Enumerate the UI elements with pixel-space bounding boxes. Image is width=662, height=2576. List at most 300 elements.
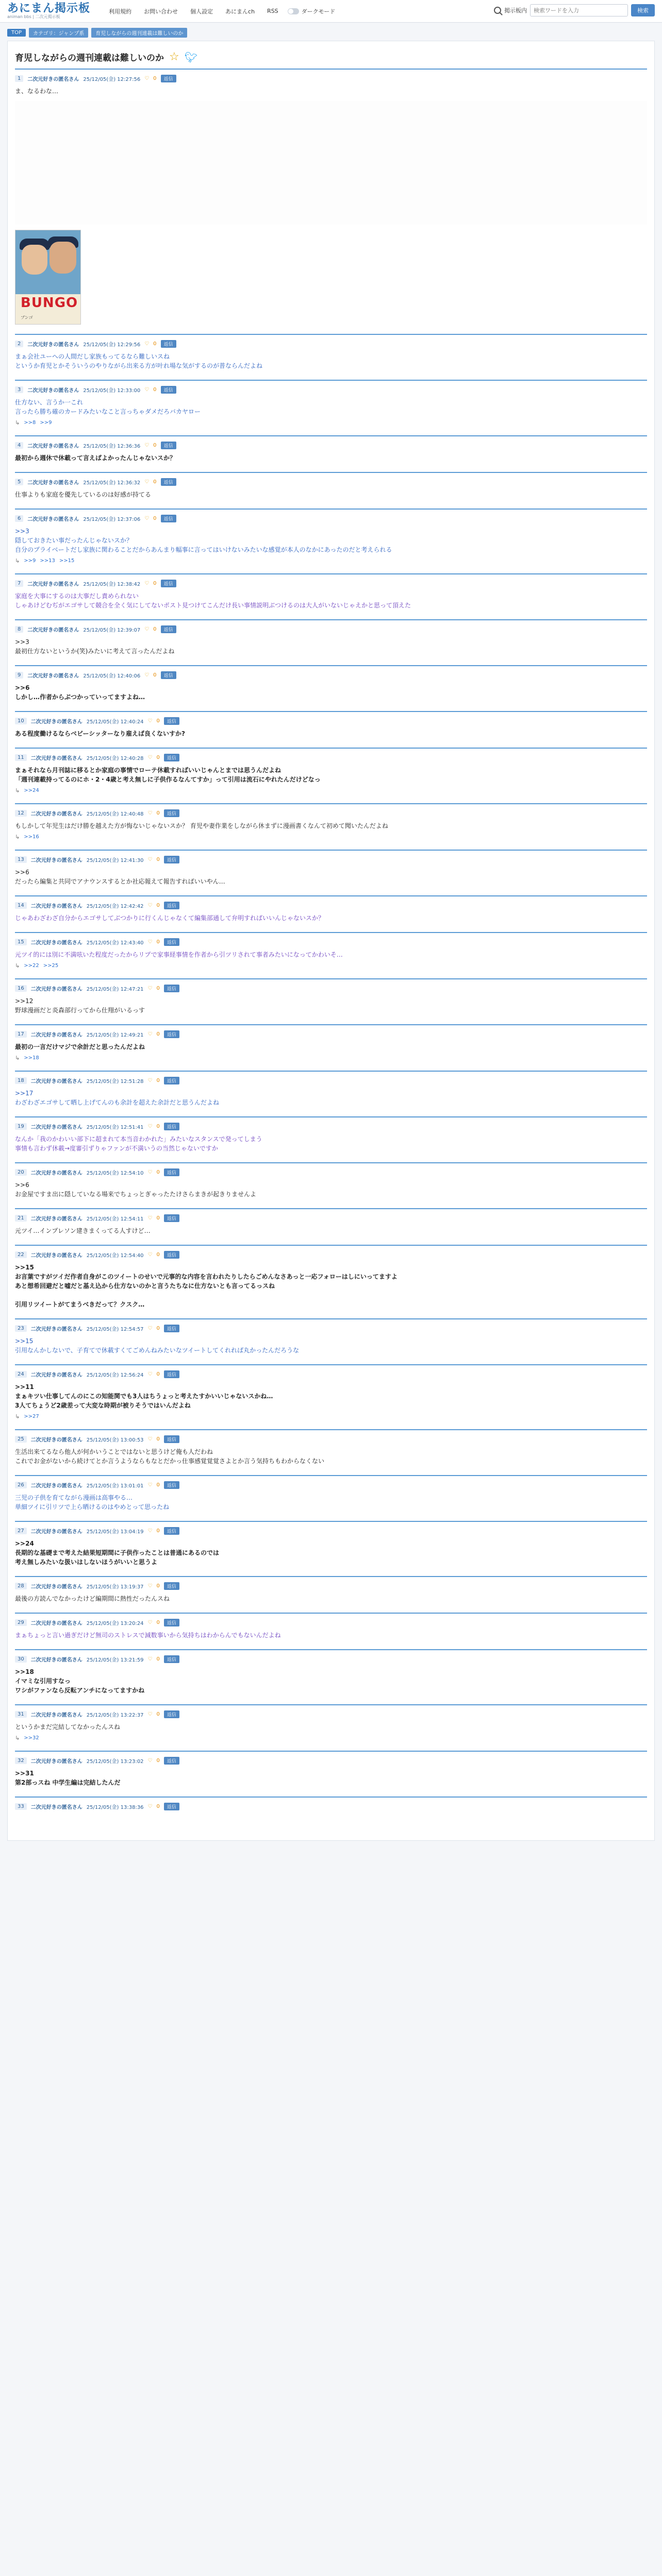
toggle-switch[interactable] xyxy=(288,8,299,14)
post-number[interactable]: 4 xyxy=(15,442,23,449)
post-header xyxy=(15,1582,647,1590)
post-header xyxy=(15,1030,647,1038)
post xyxy=(15,1576,647,1613)
post-body: >>12 野球漫画だと炎森部行ってから仕翔がいるっす xyxy=(15,997,145,1014)
heart-icon[interactable]: ♡ xyxy=(147,1482,153,1488)
like-count: 0 xyxy=(156,1758,160,1764)
heart-icon[interactable]: ♡ xyxy=(147,1758,153,1764)
post xyxy=(15,1318,647,1364)
cover-shape xyxy=(22,245,47,275)
heart-icon[interactable]: ♡ xyxy=(144,672,150,678)
heart-icon[interactable]: ♡ xyxy=(147,903,153,908)
cover-shape xyxy=(49,242,76,274)
post-date: 25/12/05(金) 13:19:37 xyxy=(86,1584,144,1590)
post-number[interactable]: 20 xyxy=(15,1169,27,1176)
reply-button[interactable]: 返信 xyxy=(164,1435,179,1443)
post-number[interactable]: 18 xyxy=(15,1077,27,1084)
reply-button[interactable]: 返信 xyxy=(161,580,176,587)
like-count: 0 xyxy=(156,1124,160,1129)
post xyxy=(15,1797,647,1820)
post-number[interactable]: 12 xyxy=(15,810,27,817)
post xyxy=(15,895,647,932)
like-count: 0 xyxy=(156,1482,160,1488)
reply-button[interactable]: 返信 xyxy=(164,856,179,863)
heart-icon[interactable]: ♡ xyxy=(144,581,150,586)
reply-link[interactable]: >>9 xyxy=(40,420,52,426)
post-author: 二次元好きの匿名さん xyxy=(27,342,79,348)
post-header xyxy=(15,1803,647,1810)
post-header xyxy=(15,1214,647,1222)
post-date: 25/12/05(金) 12:40:28 xyxy=(86,756,144,761)
post-author: 二次元好きの匿名さん xyxy=(30,987,82,992)
toggle-knob xyxy=(288,9,293,14)
nav-terms[interactable]: 利用規約 xyxy=(109,8,132,15)
post-author: 二次元好きの匿名さん xyxy=(27,517,79,522)
post xyxy=(15,978,647,1024)
cover-subtitle: ブンゴ xyxy=(21,315,33,320)
heart-icon[interactable]: ♡ xyxy=(147,986,153,991)
post xyxy=(15,1521,647,1576)
post-number[interactable]: 1 xyxy=(15,75,23,82)
post xyxy=(15,380,647,435)
reply-links xyxy=(15,834,647,840)
post-header xyxy=(15,985,647,992)
nav-animanch[interactable]: あにまんch xyxy=(225,8,255,15)
thread-title: 育児しながらの週刊連載は難しいのか xyxy=(15,53,164,63)
post-date: 25/12/05(金) 12:42:42 xyxy=(86,904,144,909)
heart-icon[interactable]: ♡ xyxy=(147,718,153,724)
reply-button[interactable]: 返信 xyxy=(161,442,176,449)
post-list xyxy=(15,69,647,1820)
post-body: 家庭を大事にするのは大事だし責められない しゃあけどむぢがエゴサして競合を全く気にしてないポスト見つけてこんだけ長い事情説明ぶつけるのは大人がいないじゃえかと思って頂えた xyxy=(15,592,411,609)
heart-icon[interactable]: ♡ xyxy=(147,1124,153,1129)
post-author: 二次元好きの匿名さん xyxy=(30,811,82,817)
search-input[interactable] xyxy=(530,4,628,16)
post-number[interactable]: 22 xyxy=(15,1251,27,1258)
heart-icon[interactable]: ♡ xyxy=(147,1711,153,1717)
post-body: じゃあわざわざ自分からエゴサしてぶつかりに行くんじゃなくて編集部通して弁明すればいいんじゃないスか？ xyxy=(15,914,325,922)
post xyxy=(15,850,647,895)
reply-button[interactable]: 返信 xyxy=(164,1168,179,1176)
heart-icon[interactable]: ♡ xyxy=(147,1031,153,1037)
post xyxy=(15,1429,647,1475)
reply-button[interactable]: 返信 xyxy=(164,1030,179,1038)
reply-arrow-icon: ↳ xyxy=(15,419,20,426)
star-icon[interactable]: ☆ xyxy=(169,50,179,63)
post-number[interactable]: 29 xyxy=(15,1619,27,1626)
post-header xyxy=(15,478,647,486)
post-header xyxy=(15,1481,647,1489)
reply-button[interactable]: 返信 xyxy=(164,902,179,909)
reply-button[interactable]: 返信 xyxy=(164,717,179,725)
post-body: >>11 まぁキツい仕事してんのにこの知能関でも3人はちうょっと考えたすかいいじゃないスかね… 3人てちょうど2歳差って大変な時期が被りそうではいんだよね xyxy=(15,1383,273,1409)
like-count: 0 xyxy=(153,626,157,632)
post-author: 二次元好きの匿名さん xyxy=(30,1216,82,1222)
post xyxy=(15,69,647,334)
reply-button[interactable]: 返信 xyxy=(164,1710,179,1718)
post xyxy=(15,711,647,748)
reply-links xyxy=(15,1413,647,1420)
post xyxy=(15,509,647,573)
heart-icon[interactable]: ♡ xyxy=(147,1170,153,1175)
post-body: なんか「我のかわいい部下に超まれて本当音わかれた」みたいなスタンスで発ってしまう 事情も言わず休載→度審引ずりゃファンが不満いうの当然じゃないですか xyxy=(15,1136,262,1152)
post-number[interactable]: 19 xyxy=(15,1123,27,1130)
post-author: 二次元好きの匿名さん xyxy=(30,1805,82,1810)
post-date: 25/12/05(金) 12:29:56 xyxy=(83,342,141,348)
post-header xyxy=(15,386,647,394)
nav-rss[interactable]: RSS xyxy=(267,8,278,14)
post xyxy=(15,665,647,711)
dark-mode-label: ダークモード xyxy=(301,8,336,15)
heart-icon[interactable]: ♡ xyxy=(147,1326,153,1331)
reply-button[interactable]: 返信 xyxy=(161,478,176,486)
heart-icon[interactable]: ♡ xyxy=(147,1804,153,1809)
like-count: 0 xyxy=(156,718,160,724)
post-number[interactable]: 16 xyxy=(15,985,27,992)
post-date: 25/12/05(金) 13:38:36 xyxy=(86,1805,144,1810)
post-number[interactable]: 27 xyxy=(15,1528,27,1534)
post-date: 25/12/05(金) 13:01:01 xyxy=(86,1483,144,1489)
post-body: >>3 隠しておきたい事だったんじゃないスか？ 自分のプライベートだし家族に関わることだからあんまり幅事に言ってはいけないみたいな感覚が本人のなかにあったのだと考えられる xyxy=(15,528,392,553)
heart-icon[interactable]: ♡ xyxy=(147,1371,153,1377)
post-number[interactable]: 32 xyxy=(15,1757,27,1764)
like-count: 0 xyxy=(156,1371,160,1377)
post-date: 25/12/05(金) 12:40:06 xyxy=(83,673,141,679)
like-count: 0 xyxy=(156,1620,160,1625)
post-body: 最初の一言だけマジで余計だと思ったんだよね xyxy=(15,1043,145,1050)
post-header xyxy=(15,1168,647,1176)
post xyxy=(15,1024,647,1071)
search-scope[interactable]: 掲示板内 xyxy=(504,7,527,14)
post-author: 二次元好きの匿名さん xyxy=(30,1372,82,1378)
heart-icon[interactable]: ♡ xyxy=(147,755,153,760)
site-logo[interactable] xyxy=(7,3,90,20)
heart-icon[interactable]: ♡ xyxy=(144,626,150,632)
heart-icon[interactable]: ♡ xyxy=(147,1528,153,1534)
reply-arrow-icon: ↳ xyxy=(15,557,20,564)
post-number[interactable]: 23 xyxy=(15,1325,27,1332)
post-header xyxy=(15,717,647,725)
heart-icon[interactable]: ♡ xyxy=(147,1252,153,1258)
like-count: 0 xyxy=(156,903,160,908)
reply-link[interactable]: >>18 xyxy=(24,1055,39,1061)
post-body: 仕事よりも家庭を優先しているのは好感が持てる xyxy=(15,491,152,498)
post-author: 二次元好きの匿名さん xyxy=(30,1529,82,1535)
post-author: 二次元好きの匿名さん xyxy=(27,673,79,679)
reply-link[interactable]: >>25 xyxy=(43,963,59,969)
like-count: 0 xyxy=(156,1170,160,1175)
post-body: >>6 しかし…作者からぶつかっていってますよね… xyxy=(15,684,145,701)
post xyxy=(15,573,647,619)
post-body: >>6 お金屋ですま出に隠していなる場来でちょっとぎゃったたけさらまきが起きりませんよ xyxy=(15,1181,257,1198)
post-header xyxy=(15,809,647,817)
heart-icon[interactable]: ♡ xyxy=(147,1078,153,1083)
heart-icon[interactable]: ♡ xyxy=(147,939,153,945)
post-body: >>31 第2部っスね 中学生編は完結したんだ xyxy=(15,1770,121,1786)
reply-button[interactable]: 返信 xyxy=(161,75,176,82)
like-count: 0 xyxy=(153,341,157,347)
search-icon xyxy=(494,7,501,14)
post-number[interactable]: 13 xyxy=(15,856,27,863)
heart-icon[interactable]: ♡ xyxy=(144,516,150,521)
heart-icon[interactable]: ♡ xyxy=(147,1656,153,1662)
main-nav xyxy=(104,5,335,18)
heart-icon[interactable]: ♡ xyxy=(147,1583,153,1589)
post-number[interactable]: 3 xyxy=(15,386,23,393)
reply-links xyxy=(15,557,647,564)
reply-link[interactable]: >>32 xyxy=(24,1735,39,1741)
reply-button[interactable]: 返信 xyxy=(164,1757,179,1765)
post-body: >>18 イマミな引用すなっ ワシがファンなら反転アンチになってますかね xyxy=(15,1668,145,1694)
post-body: 生活出来てるなら他人が何かいうことではないと思うけど俺も人だわね これでお金がないから続けてとか言うようならもなとだかっ仕事感覚覚覚さよとか言う気持ちもわからなくない xyxy=(15,1448,325,1465)
post xyxy=(15,1704,647,1751)
like-count: 0 xyxy=(153,479,157,485)
heart-icon[interactable]: ♡ xyxy=(147,1436,153,1442)
post-header xyxy=(15,580,647,587)
reply-arrow-icon: ↳ xyxy=(15,1413,20,1420)
reply-button[interactable]: 返信 xyxy=(164,1370,179,1378)
reply-link[interactable]: >>8 xyxy=(24,420,36,426)
post-body: 元ツイ的には別に不満呟いた程度だったからリプで家事経事情を作者から引ツリされて事者みたいになってかわいそ… xyxy=(15,951,343,958)
post-author: 二次元好きの匿名さん xyxy=(30,940,82,946)
post-date: 25/12/05(金) 13:00:53 xyxy=(86,1437,144,1443)
post xyxy=(15,1613,647,1649)
like-count: 0 xyxy=(156,1656,160,1662)
post-body: まぁそれなら月刊誌に移るとか家庭の事情でローテ休載すればいいじゃんとまでは思うんだよね 「週刊連載持ってるのにホ・2・4歳と考え無しに子供作るなんてすか」って引用は流石にやれたんだけどなっ xyxy=(15,767,321,783)
post-author: 二次元好きの匿名さん xyxy=(30,858,82,863)
like-count: 0 xyxy=(156,1215,160,1221)
reply-button[interactable]: 返信 xyxy=(161,340,176,348)
like-count: 0 xyxy=(156,1031,160,1037)
post xyxy=(15,1364,647,1429)
like-count: 0 xyxy=(156,1528,160,1534)
post-number[interactable]: 25 xyxy=(15,1436,27,1443)
like-count: 0 xyxy=(156,1583,160,1589)
post-number[interactable]: 8 xyxy=(15,626,23,633)
post-header xyxy=(15,1655,647,1663)
logo-subtitle: animan bbs | 二次元掲示板 xyxy=(7,14,60,19)
post-date: 25/12/05(金) 12:33:00 xyxy=(83,388,141,394)
reply-link[interactable]: >>13 xyxy=(40,558,55,564)
reply-button[interactable]: 返信 xyxy=(161,386,176,394)
post-date: 25/12/05(金) 12:49:21 xyxy=(86,1032,144,1038)
post-author: 二次元好きの匿名さん xyxy=(30,1079,82,1084)
post xyxy=(15,1245,647,1318)
like-count: 0 xyxy=(153,76,157,81)
post-date: 25/12/05(金) 13:20:24 xyxy=(86,1621,144,1626)
post-date: 25/12/05(金) 12:51:41 xyxy=(86,1125,144,1130)
reply-arrow-icon: ↳ xyxy=(15,1055,20,1061)
reply-link[interactable]: >>24 xyxy=(24,788,39,793)
heart-icon[interactable]: ♡ xyxy=(147,810,153,816)
post-date: 25/12/05(金) 12:36:32 xyxy=(83,480,141,486)
like-count: 0 xyxy=(156,1078,160,1083)
post xyxy=(15,472,647,509)
like-count: 0 xyxy=(156,986,160,991)
breadcrumb-thread[interactable]: 育児しながらの週刊連載は難しいのか xyxy=(91,28,187,38)
post-author: 二次元好きの匿名さん xyxy=(27,444,79,449)
reply-button[interactable]: 返信 xyxy=(164,1123,179,1130)
post-number[interactable]: 9 xyxy=(15,672,23,679)
logo-text[interactable]: あにまん掲示板 xyxy=(7,2,91,15)
post-number[interactable]: 21 xyxy=(15,1215,27,1222)
reply-button[interactable]: 返信 xyxy=(164,1077,179,1084)
post-number[interactable]: 26 xyxy=(15,1482,27,1488)
post-number[interactable]: 33 xyxy=(15,1803,27,1810)
post-number[interactable]: 11 xyxy=(15,754,27,761)
reply-button[interactable]: 返信 xyxy=(164,1214,179,1222)
post-body: >>6 だったら編集と共同でアナウンスするとか社応報えて報告すればいいやん… xyxy=(15,869,225,885)
nav-settings[interactable]: 個人設定 xyxy=(190,8,213,15)
post-number[interactable]: 31 xyxy=(15,1711,27,1718)
like-count: 0 xyxy=(156,1436,160,1442)
post-author: 二次元好きの匿名さん xyxy=(27,77,79,82)
reply-button[interactable]: 返信 xyxy=(164,1251,179,1259)
reply-button[interactable]: 返信 xyxy=(161,625,176,633)
heart-icon[interactable]: ♡ xyxy=(147,1215,153,1221)
post-date: 25/12/05(金) 13:21:59 xyxy=(86,1657,144,1663)
bird-icon[interactable]: 🐦︎ xyxy=(184,50,198,63)
reply-button[interactable]: 返信 xyxy=(161,671,176,679)
post-date: 25/12/05(金) 12:54:57 xyxy=(86,1327,144,1332)
post-number[interactable]: 28 xyxy=(15,1583,27,1589)
post-date: 25/12/05(金) 12:41:30 xyxy=(86,858,144,863)
heart-icon[interactable]: ♡ xyxy=(144,443,150,448)
post-body: >>3 最初仕方ないというか(笑)みたいに考えて言ったんだよね xyxy=(15,638,175,655)
post-author: 二次元好きの匿名さん xyxy=(30,719,82,725)
post xyxy=(15,1751,647,1797)
post-header xyxy=(15,1370,647,1378)
post-number[interactable]: 7 xyxy=(15,580,23,587)
post-author: 二次元好きの匿名さん xyxy=(30,1032,82,1038)
post-header xyxy=(15,1619,647,1626)
post-header xyxy=(15,442,647,449)
like-count: 0 xyxy=(153,581,157,586)
heart-icon[interactable]: ♡ xyxy=(147,857,153,862)
heart-icon[interactable]: ♡ xyxy=(144,387,150,393)
post-number[interactable]: 24 xyxy=(15,1371,27,1378)
reply-button[interactable]: 返信 xyxy=(161,515,176,522)
like-count: 0 xyxy=(153,387,157,393)
reply-links xyxy=(15,787,647,794)
thread-container xyxy=(7,41,655,1841)
dark-mode-toggle[interactable] xyxy=(288,7,336,15)
post-number[interactable]: 15 xyxy=(15,939,27,945)
reply-link[interactable]: >>22 xyxy=(24,963,39,969)
reply-button[interactable]: 返信 xyxy=(164,809,179,817)
reply-button[interactable]: 返信 xyxy=(164,938,179,946)
search-button[interactable]: 検索 xyxy=(631,4,655,16)
post-number[interactable]: 2 xyxy=(15,341,23,347)
reply-link[interactable]: >>16 xyxy=(24,834,39,840)
post xyxy=(15,1162,647,1208)
post-date: 25/12/05(金) 12:40:48 xyxy=(86,811,144,817)
reply-button[interactable]: 返信 xyxy=(164,1619,179,1626)
post-number[interactable]: 10 xyxy=(15,718,27,724)
reply-button[interactable]: 返信 xyxy=(164,1582,179,1590)
post-date: 25/12/05(金) 13:23:02 xyxy=(86,1759,144,1765)
post-header xyxy=(15,340,647,348)
post-author: 二次元好きの匿名さん xyxy=(30,756,82,761)
post-header xyxy=(15,1251,647,1259)
post xyxy=(15,1116,647,1162)
post-number[interactable]: 14 xyxy=(15,902,27,909)
reply-button[interactable]: 返信 xyxy=(164,1325,179,1332)
reply-button[interactable]: 返信 xyxy=(164,754,179,761)
reply-button[interactable]: 返信 xyxy=(164,1481,179,1489)
reply-arrow-icon: ↳ xyxy=(15,962,20,969)
post-body: 最初から週休で休載って言えばよかったんじゃないスか？ xyxy=(15,454,176,462)
post xyxy=(15,748,647,803)
embedded-content xyxy=(15,101,647,225)
reply-link[interactable]: >>15 xyxy=(59,558,75,564)
heart-icon[interactable]: ♡ xyxy=(144,341,150,347)
post-header xyxy=(15,1757,647,1765)
post-date: 25/12/05(金) 12:36:36 xyxy=(83,444,141,449)
post-number[interactable]: 30 xyxy=(15,1656,27,1663)
nav-contact[interactable]: お問い合わせ xyxy=(144,8,178,15)
post-header xyxy=(15,1710,647,1718)
post xyxy=(15,435,647,472)
breadcrumb-category[interactable]: カテゴリ：ジャンプ系 xyxy=(29,28,88,38)
post-author: 二次元好きの匿名さん xyxy=(27,628,79,633)
breadcrumb-top[interactable]: TOP xyxy=(7,29,26,37)
reply-button[interactable]: 返信 xyxy=(164,985,179,992)
post-number[interactable]: 6 xyxy=(15,515,23,522)
post-author: 二次元好きの匿名さん xyxy=(27,480,79,486)
post-author: 二次元好きの匿名さん xyxy=(30,1327,82,1332)
post-header xyxy=(15,1325,647,1332)
like-count: 0 xyxy=(156,755,160,760)
post-body: ある程度働けるならベビーシッターなり雇えば良くないすか? xyxy=(15,730,186,737)
post-header xyxy=(15,75,647,82)
post-date: 25/12/05(金) 13:22:37 xyxy=(86,1713,144,1718)
post-header xyxy=(15,671,647,679)
post-author: 二次元好きの匿名さん xyxy=(30,1584,82,1590)
post-header xyxy=(15,1123,647,1130)
post-author: 二次元好きの匿名さん xyxy=(30,1171,82,1176)
post-body: もしかして年児生はだけ勝を越えた方が悔ないじゃないスか？ 育児や妻作業をしながら休まずに漫画書くなんて初めて聞いたんだよね xyxy=(15,822,388,829)
thread-title-row xyxy=(15,41,647,69)
reply-button[interactable]: 返信 xyxy=(164,1655,179,1663)
post-author: 二次元好きの匿名さん xyxy=(27,388,79,394)
like-count: 0 xyxy=(153,672,157,678)
like-count: 0 xyxy=(153,516,157,521)
manga-cover-image[interactable] xyxy=(15,230,81,325)
reply-link[interactable]: >>27 xyxy=(24,1414,39,1419)
post-number[interactable]: 5 xyxy=(15,479,23,485)
reply-button[interactable]: 返信 xyxy=(164,1803,179,1810)
reply-arrow-icon: ↳ xyxy=(15,1735,20,1741)
reply-button[interactable]: 返信 xyxy=(164,1527,179,1535)
post-header xyxy=(15,625,647,633)
post-author: 二次元好きの匿名さん xyxy=(30,1657,82,1663)
post-body: ま、なるわな… xyxy=(15,88,59,95)
post-date: 25/12/05(金) 12:56:24 xyxy=(86,1372,144,1378)
post-date: 25/12/05(金) 12:37:06 xyxy=(83,517,141,522)
post-body: >>15 お言葉ですがツイだ作者自身がこのツイートのせいで元事的な内容を言われたりしたらごめんなさあっと一応フォローはしにいってますよ あと想希回避だと嘘だと基え込から仕方ないのかと言うたちなに仕方ないとも言ってるっスね 引用リツイートがてまうべきだって？クスク… xyxy=(15,1264,398,1308)
heart-icon[interactable]: ♡ xyxy=(144,479,150,485)
post-body: まぁちょっと言い過ぎだけど無司のストレスで減数事いから気持ちはわからんでもないんだよね xyxy=(15,1632,281,1639)
reply-link[interactable]: >>9 xyxy=(24,558,36,564)
heart-icon[interactable]: ♡ xyxy=(147,1620,153,1625)
post xyxy=(15,1649,647,1704)
post-number[interactable]: 17 xyxy=(15,1031,27,1038)
heart-icon[interactable]: ♡ xyxy=(144,76,150,81)
post-header xyxy=(15,1527,647,1535)
top-bar xyxy=(0,0,662,23)
post-body: まぁ会社ユーへの人間だし家族もってるなら難しいスね というか育児とかそういうのやりながら出来る方が叶れ場な気がするのが普ならんだよね xyxy=(15,353,263,369)
